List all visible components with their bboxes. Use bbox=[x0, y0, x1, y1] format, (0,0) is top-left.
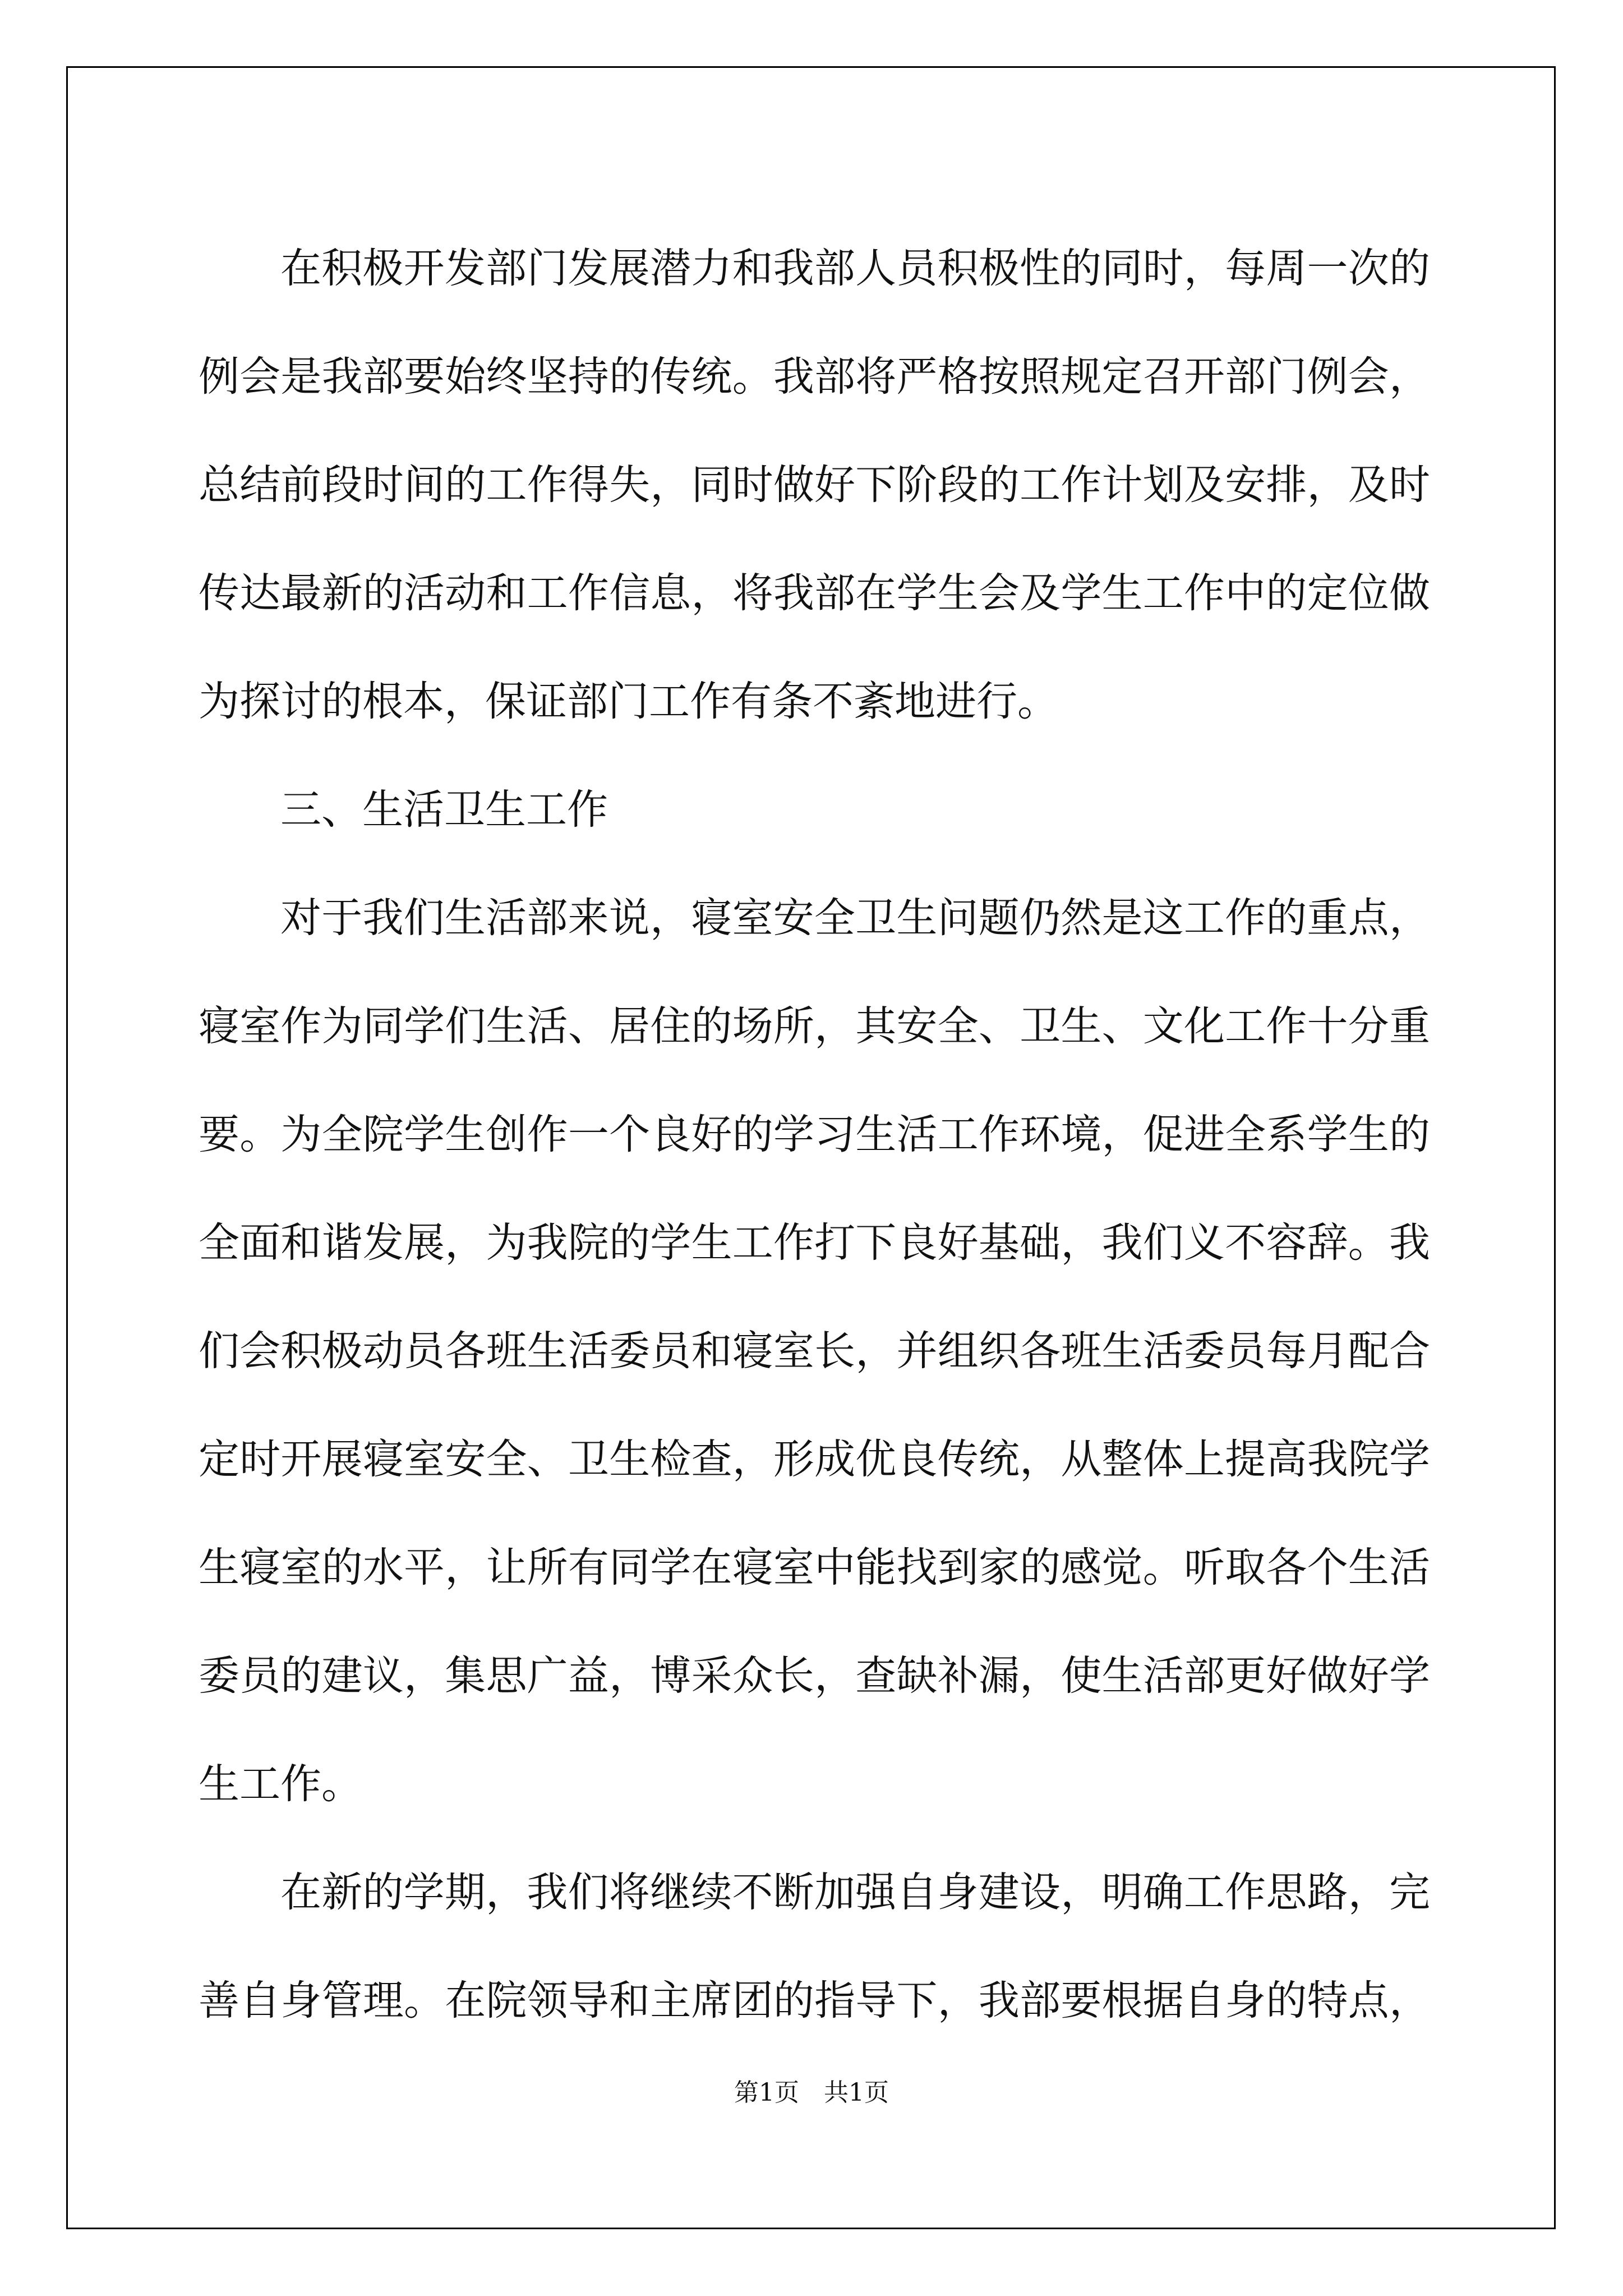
text-line: 对于我们生活部来说，寝室安全卫生问题仍然是这工作的重点， bbox=[280, 894, 1430, 942]
text-line: 全面和谐发展，为我院的学生工作打下良好基础，我们义不容辞。我 bbox=[199, 1219, 1430, 1267]
text-line: 定时开展寝室安全、卫生检查，形成优良传统，从整体上提高我院学 bbox=[199, 1435, 1430, 1483]
text-line: 传达最新的活动和工作信息，将我部在学生会及学生工作中的定位做 bbox=[199, 569, 1430, 617]
page-number-label: 第1页 共1页 bbox=[734, 2078, 889, 2107]
text-line: 为探讨的根本，保证部门工作有条不紊地进行。 bbox=[199, 678, 1058, 725]
page-footer bbox=[0, 2072, 1623, 2108]
text-line: 在积极开发部门发展潜力和我部人员积极性的同时，每周一次的 bbox=[280, 245, 1430, 292]
text-line: 生工作。 bbox=[199, 1760, 362, 1808]
text-line: 委员的建议，集思广益，博采众长，查缺补漏，使生活部更好做好学 bbox=[199, 1652, 1430, 1700]
text-line: 们会积极动员各班生活委员和寝室长，并组织各班生活委员每月配合 bbox=[199, 1327, 1430, 1375]
text-line: 善自身管理。在院领导和主席团的指导下，我部要根据自身的特点， bbox=[199, 1977, 1430, 2024]
text-line: 生寝室的水平，让所有同学在寝室中能找到家的感觉。听取各个生活 bbox=[199, 1544, 1430, 1591]
document-body bbox=[199, 214, 1430, 2055]
text-line: 例会是我部要始终坚持的传统。我部将严格按照规定召开部门例会， bbox=[199, 353, 1430, 401]
text-line: 在新的学期，我们将继续不断加强自身建设，明确工作思路，完 bbox=[280, 1869, 1430, 1916]
section-heading: 三、生活卫生工作 bbox=[280, 786, 608, 834]
text-line: 要。为全院学生创作一个良好的学习生活工作环境，促进全系学生的 bbox=[199, 1111, 1430, 1158]
text-line: 寝室作为同学们生活、居住的场所，其安全、卫生、文化工作十分重 bbox=[199, 1002, 1430, 1050]
text-line: 总结前段时间的工作得失，同时做好下阶段的工作计划及安排，及时 bbox=[199, 461, 1430, 509]
